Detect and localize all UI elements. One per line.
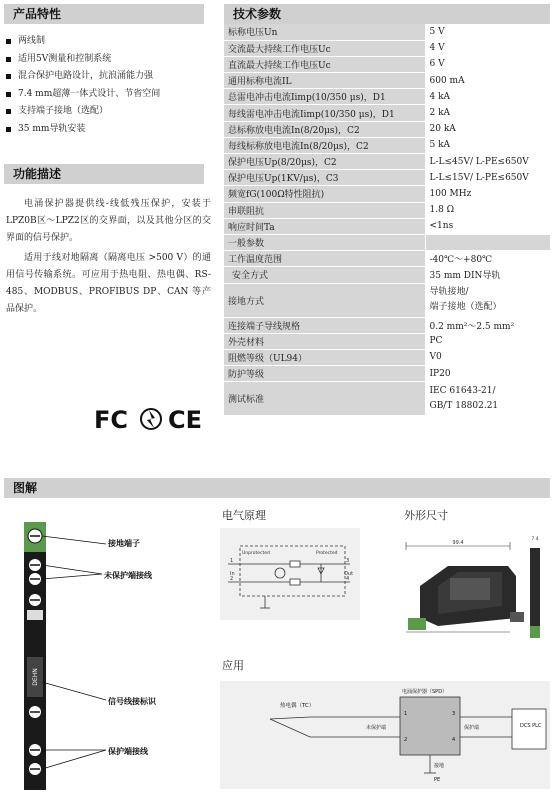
svg-text:4: 4 — [452, 737, 456, 743]
bullet-icon — [6, 127, 11, 132]
svg-text:7.4: 7.4 — [531, 537, 539, 542]
svg-text:DEHN: DEHN — [32, 668, 39, 686]
spec-row: 总标称放电电流In(8/20μs)，C2 20 kA — [224, 121, 550, 137]
spec-row: 安全方式 35 mm DIN导轨 — [224, 267, 550, 283]
features-heading: 产品特性 — [4, 4, 204, 24]
spec-row: 标称电压Un 5 V — [224, 24, 550, 40]
svg-text:3: 3 — [452, 711, 456, 717]
spec-group-row: 一般参数 — [224, 234, 550, 250]
spec-row: 防护等级 IP20 — [224, 366, 550, 382]
spec-row: 响应时间Ta <1ns — [224, 218, 550, 234]
svg-text:Protected: Protected — [316, 551, 338, 556]
bullet-icon — [6, 92, 11, 97]
bullet-icon — [6, 74, 11, 79]
function-heading: 功能描述 — [4, 164, 204, 184]
feature-item: 混合保护电路设计，抗浪涌能力强 — [6, 68, 211, 86]
spec-table — [224, 24, 550, 416]
dimensions-drawing — [398, 526, 550, 644]
spec-row: 频宽fG(100Ω特性阻抗) 100 MHz — [224, 186, 550, 202]
certification-logos — [94, 404, 204, 434]
svg-text:CE: CE — [168, 406, 203, 434]
svg-text:2: 2 — [404, 737, 408, 743]
svg-text:Out: Out — [344, 571, 354, 577]
spec-row: 通用标称电流IL 600 mA — [224, 73, 550, 89]
svg-text:FC: FC — [94, 406, 129, 434]
device-label-ground: 接地端子 — [108, 539, 140, 548]
svg-text:4: 4 — [346, 576, 350, 582]
bullet-icon — [6, 39, 11, 44]
svg-text:3: 3 — [346, 558, 350, 564]
function-description — [6, 196, 211, 318]
svg-text:PE: PE — [434, 777, 441, 783]
svg-text:1: 1 — [404, 711, 408, 717]
svg-text:保护端: 保护端 — [464, 725, 480, 731]
spec-row: 保护电压Up(8/20μs)，C2 L-L≤45V/ L-PE≤650V — [224, 154, 550, 170]
feature-item: 两线制 — [6, 33, 211, 51]
safety-logo — [141, 409, 161, 429]
electrical-schematic — [220, 528, 360, 620]
spec-row: 保护电压Up(1KV/μs)，C3 L-L≤15V/ L-PE≤650V — [224, 170, 550, 186]
spec-row: 阻燃等级（UL94） V0 — [224, 349, 550, 365]
svg-text:2: 2 — [230, 576, 234, 582]
spec-heading: 技术参数 — [224, 4, 550, 24]
spec-row: 工作温度范围 -40℃～+80℃ — [224, 251, 550, 267]
dimensions-title: 外形尺寸 — [404, 509, 448, 522]
spec-row: 总雷电冲击电流Iimp(10/350 μs)，D1 4 kA — [224, 89, 550, 105]
svg-text:In: In — [230, 571, 235, 577]
svg-text:热电偶（TC）: 热电偶（TC） — [280, 703, 315, 709]
electrical-diagram — [220, 528, 360, 620]
figures-heading: 图解 — [4, 478, 550, 498]
spec-row: 每线雷电冲击电流Iimp(10/350 μs)，D1 2 kA — [224, 105, 550, 121]
spec-row-standard: 测试标准 IEC 61643-21/ GB/T 18802.21 — [224, 382, 550, 416]
feature-item: 适用5V测量和控制系统 — [6, 51, 211, 69]
ce-logo — [168, 406, 202, 434]
spec-row: 直流最大持续工作电压Uc 6 V — [224, 56, 550, 72]
spec-row: 串联阻抗 1.8 Ω — [224, 202, 550, 218]
device-label-protected: 保护端接线 — [108, 747, 148, 756]
device-label-unprotected: 未保护端接线 — [104, 571, 152, 580]
features-list — [6, 33, 211, 138]
svg-text:1: 1 — [230, 558, 234, 564]
feature-item: 35 mm导轨安装 — [6, 121, 211, 139]
fcc-logo — [94, 406, 128, 434]
spec-row: 每线标称放电电流In(8/20μs)，C2 5 kA — [224, 137, 550, 153]
spec-row: 外壳材料 PC — [224, 333, 550, 349]
feature-item: 支持端子接地（选配） — [6, 103, 211, 121]
electrical-title: 电气原理 — [222, 509, 266, 522]
application-diagram — [220, 681, 550, 789]
svg-text:99.4: 99.4 — [452, 540, 464, 546]
svg-text:接地: 接地 — [434, 763, 445, 769]
device-front-drawing — [4, 522, 214, 790]
bullet-icon — [6, 57, 11, 62]
device-brand-label — [32, 668, 39, 685]
spec-row: 交流最大持续工作电压Uc 4 V — [224, 40, 550, 56]
bullet-icon — [6, 109, 11, 114]
application-title: 应用 — [222, 659, 244, 672]
spec-row: 连接端子导线规格 0.2 mm²～2.5 mm² — [224, 317, 550, 333]
feature-item: 7.4 mm超薄一体式设计、节省空间 — [6, 86, 211, 104]
function-paragraph-2: 适用于线对地隔离（隔离电压 >500 V）的通用信号传输系统。可应用于热电阻、热电偶、RS-485、MODBUS、PROFIBUS DP、CAN 等产品保护。 — [6, 253, 211, 314]
svg-text:电涌保护器（SPD）: 电涌保护器（SPD） — [402, 689, 448, 695]
spec-row-ground: 接地方式 导轨接地/ 端子接地（选配） — [224, 283, 550, 317]
application-schematic — [220, 681, 550, 789]
svg-text:未保护端: 未保护端 — [366, 725, 387, 731]
svg-text:Unprotected: Unprotected — [242, 551, 270, 556]
device-label-signal: 信号线接标识 — [108, 697, 156, 706]
function-paragraph-1: 电涌保护器提供线-线低残压保护，安装于LPZ0B区～LPZ2区的交界面，以及其他分区的交界面的信号保护。 — [6, 199, 211, 243]
svg-text:DCS PLC: DCS PLC — [520, 723, 542, 729]
